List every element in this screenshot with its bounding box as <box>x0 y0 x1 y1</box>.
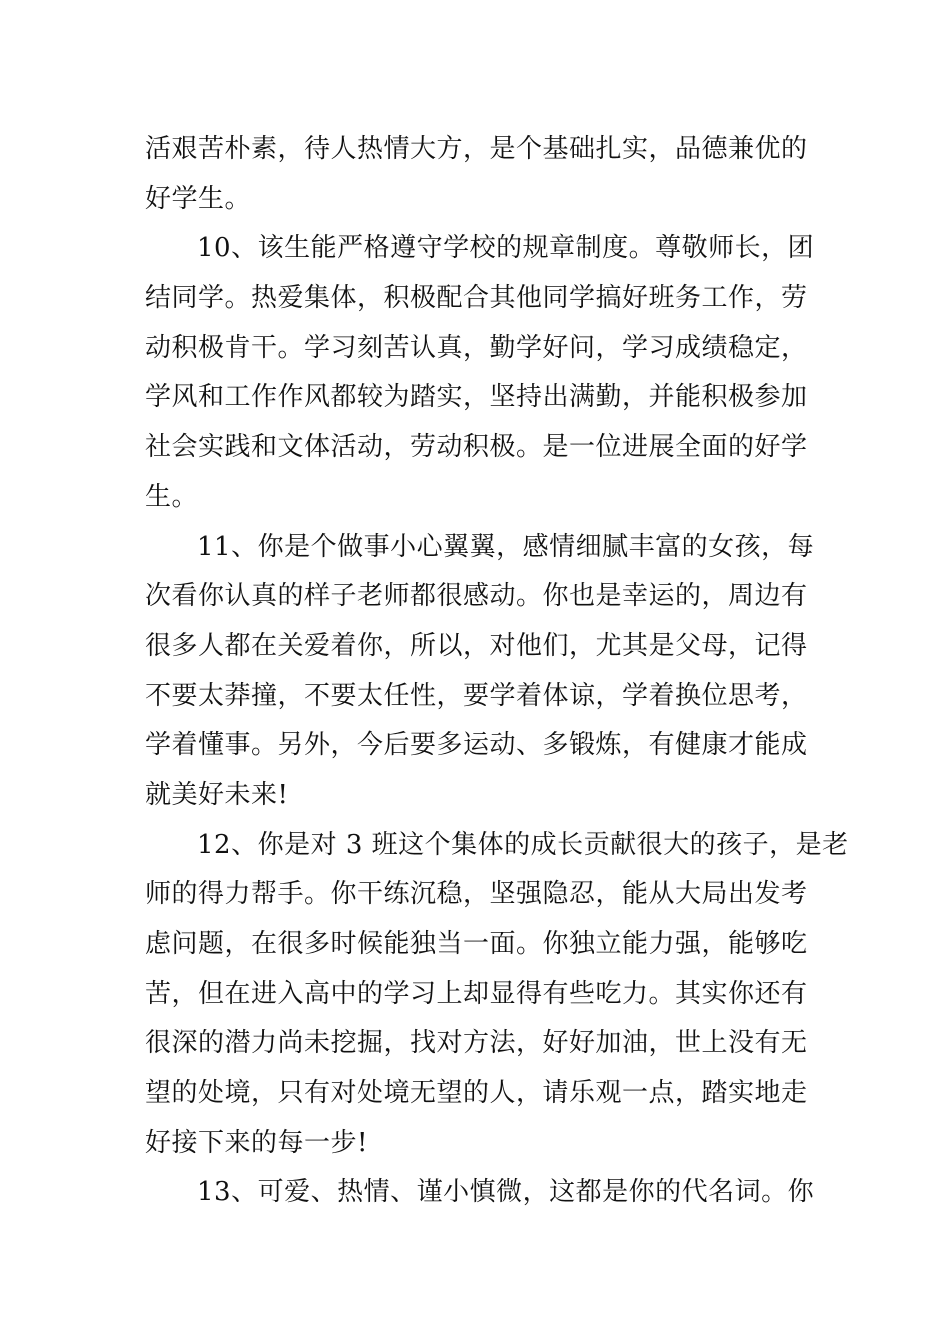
text-line: 就美好未来! <box>145 779 289 810</box>
text-line: 学风和工作作风都较为踏实，坚持出满勤，并能积极参加 <box>145 382 808 413</box>
text-line: 好接下来的每一步! <box>145 1127 368 1158</box>
text-line: 虑问题，在很多时候能独当一面。你独立能力强，能够吃 <box>145 929 808 959</box>
text-line: 结同学。热爱集体，积极配合其他同学搞好班务工作，劳 <box>145 283 808 314</box>
text-line: 次看你认真的样子老师都很感动。你也是幸运的，周边有 <box>145 581 808 612</box>
text-line: 不要太莽撞，不要太任性，要学着体谅，学着换位思考， <box>145 680 808 711</box>
text-line: 师的得力帮手。你干练沉稳，坚强隐忍，能从大局出发考 <box>145 879 808 910</box>
text-line: 社会实践和文体活动，劳动积极。是一位进展全面的好学 <box>145 432 808 463</box>
paragraph-start-line: 12、你是对 3 班这个集体的成长贡献很大的孩子，是老 <box>197 829 849 860</box>
text-line: 动积极肯干。学习刻苦认真，勤学好问，学习成绩稳定， <box>145 332 808 363</box>
text-line: 学着懂事。另外，今后要多运动、多锻炼，有健康才能成 <box>145 730 808 761</box>
text-line: 苦，但在进入高中的学习上却显得有些吃力。其实你还有 <box>145 978 808 1009</box>
paragraph-start-line: 13、可爱、热情、谨小慎微，这都是你的代名词。你 <box>197 1177 815 1208</box>
text-line: 生。 <box>145 481 199 512</box>
text-line: 很深的潜力尚未挖掘，找对方法，好好加油，世上没有无 <box>145 1028 808 1059</box>
text-line: 很多人都在关爱着你，所以，对他们，尤其是父母，记得 <box>145 630 808 661</box>
text-line: 好学生。 <box>145 183 252 214</box>
document-body <box>145 125 849 1218</box>
text-line: 望的处境，只有对处境无望的人，请乐观一点，踏实地走 <box>145 1078 808 1109</box>
paragraph-start-line: 11、你是个做事小心翼翼，感情细腻丰富的女孩，每 <box>197 531 815 562</box>
paragraph-start-line: 10、该生能严格遵守学校的规章制度。尊敬师长，团 <box>197 233 815 264</box>
text-line: 活艰苦朴素，待人热情大方，是个基础扎实，品德兼优的 <box>145 134 808 164</box>
